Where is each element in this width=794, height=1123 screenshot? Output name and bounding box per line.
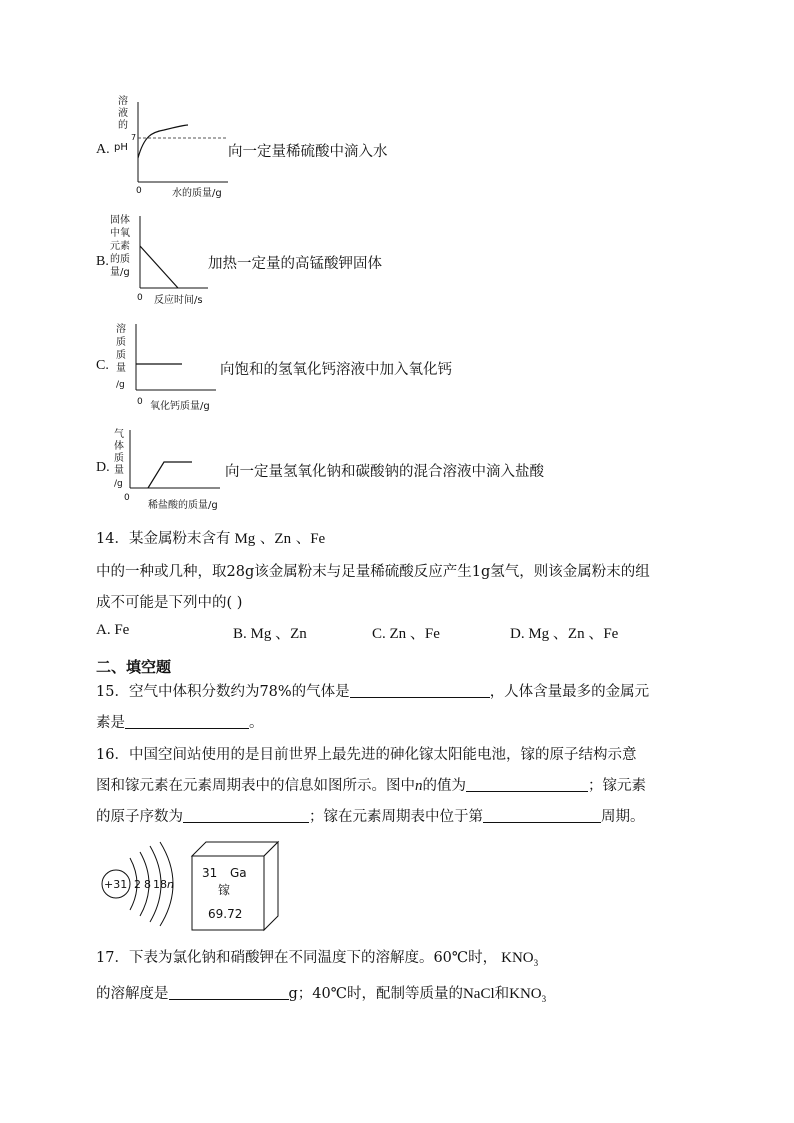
q17-line1 xyxy=(96,946,538,968)
graph-b-ylabel-3: 元素 xyxy=(110,241,130,252)
periodic-table-cell xyxy=(186,836,282,934)
q14-choice-c xyxy=(372,622,440,643)
option-b-letter: B. xyxy=(96,254,109,269)
q16-n-var: n xyxy=(415,778,423,794)
graph-b-ylabel-2: 中氧 xyxy=(110,228,130,239)
graph-c-ylabel-5: /g xyxy=(116,380,125,390)
graph-c-ylabel-3: 质 xyxy=(116,350,126,361)
element-name: 镓 xyxy=(218,883,231,897)
q17-text-3: g；40℃时，配制等质量的 xyxy=(288,986,463,1002)
q14-metal-mg: Mg xyxy=(234,531,256,547)
q15-blank-2[interactable] xyxy=(125,714,249,729)
q14-choice-b-label: B. xyxy=(233,626,247,642)
graph-c-origin: 0 xyxy=(137,397,143,407)
option-c-letter: C. xyxy=(96,358,109,373)
q16-line3-text: 的原子序数为 xyxy=(96,809,183,825)
q16-blank-3[interactable] xyxy=(483,808,601,823)
q14-choice-d-label: D. xyxy=(510,626,525,642)
option-d-graph xyxy=(108,426,224,514)
q14-choice-d-text: Mg 、Zn 、Fe xyxy=(528,626,619,642)
shell-count-3: 18 xyxy=(153,878,167,891)
graph-b-ylabel-1: 固体 xyxy=(110,215,130,226)
graph-b-ylabel-4: 的质 xyxy=(110,254,130,265)
q14-line3: 成不可能是下列中的( ) xyxy=(96,595,243,611)
q14-line1 xyxy=(96,527,325,548)
graph-d-ylabel-3: 质 xyxy=(114,453,124,464)
graph-c-xlabel: 氧化钙质量/g xyxy=(150,401,210,412)
atomic-mass: 69.72 xyxy=(208,907,243,921)
cell-side-face xyxy=(264,842,278,930)
graph-a-ylabel-2: 液 xyxy=(118,108,128,119)
q17-kno3-2 xyxy=(509,986,546,1002)
graph-a-curve xyxy=(138,125,188,158)
q14-choice-a xyxy=(96,622,129,639)
q17-kno3-2-main: KNO xyxy=(509,986,542,1002)
option-b-graph xyxy=(108,212,212,306)
q15-blank-1[interactable] xyxy=(350,683,490,698)
q17-kno3-2-sub: 3 xyxy=(541,994,547,1004)
shell-count-4: n xyxy=(167,878,174,891)
option-c-text: 向饱和的氢氧化钙溶液中加入氧化钙 xyxy=(220,362,452,378)
q17-kno3-main: KNO xyxy=(501,950,534,966)
atom-structure-diagram xyxy=(96,838,188,928)
graph-c-ylabel-1: 溶 xyxy=(116,324,126,335)
q14-choice-b-text: Mg 、Zn xyxy=(250,626,307,642)
option-c-graph xyxy=(108,320,222,414)
q14-sep-2: 、 xyxy=(295,531,311,547)
option-a-graph xyxy=(110,92,230,200)
nucleus-charge: +31 xyxy=(104,878,128,891)
q17-text-1: 17．下表为氯化钠和硝酸钾在不同温度下的溶解度。60℃时， xyxy=(96,950,498,966)
graph-b-xlabel: 反应时间/s xyxy=(154,295,203,306)
graph-a-origin: 0 xyxy=(136,186,142,196)
graph-d-ylabel-1: 气 xyxy=(114,429,124,440)
q15-part2: ，人体含量最多的金属元 xyxy=(489,684,650,700)
q16-blank-2[interactable] xyxy=(183,808,309,823)
option-d-text: 向一定量氢氧化钠和碳酸钠的混合溶液中滴入盐酸 xyxy=(225,464,544,480)
graph-b-origin: 0 xyxy=(137,293,143,303)
q15-line2 xyxy=(96,711,264,732)
q14-choice-d xyxy=(510,622,618,643)
graph-d-curve xyxy=(148,462,192,488)
graph-a-xlabel: 水的质量/g xyxy=(172,188,222,199)
q17-blank-1[interactable] xyxy=(169,985,289,1000)
graph-d-ylabel-4: 量 xyxy=(114,465,124,476)
q14-metal-fe: Fe xyxy=(310,531,326,547)
q17-and: 和 xyxy=(494,986,510,1002)
graph-c-ylabel-4: 量 xyxy=(116,363,126,374)
q16-line3-text-c: 周期。 xyxy=(601,809,645,825)
shell-count-1: 2 xyxy=(134,878,141,891)
option-a-text: 向一定量稀硫酸中滴入水 xyxy=(228,144,388,160)
cell-top-face xyxy=(192,842,278,856)
q14-choice-c-text: Zn 、Fe xyxy=(389,626,440,642)
q17-kno3-sub: 3 xyxy=(533,958,539,968)
q14-metal-zn: Zn xyxy=(274,531,292,547)
q14-choice-c-label: C. xyxy=(372,626,386,642)
q14-stem: 14．某金属粉末含有 xyxy=(96,531,231,547)
graph-a-seven-label: 7 xyxy=(131,133,137,142)
graph-a-ylabel-4: pH xyxy=(114,142,128,153)
q14-line2: 中的一种或几种，取28g该金属粉末与足量稀硫酸反应产生1g氢气，则该金属粉末的组 xyxy=(96,564,650,580)
q16-line3 xyxy=(96,805,645,826)
q16-line3-text-b: ；镓在元素周期表中位于第 xyxy=(309,809,483,825)
q17-text-2: 的溶解度是 xyxy=(96,986,169,1002)
section-heading: 二、填空题 xyxy=(96,658,172,676)
option-b-text: 加热一定量的高锰酸钾固体 xyxy=(208,256,382,272)
graph-d-ylabel-2: 体 xyxy=(114,441,124,452)
q16-blank-1[interactable] xyxy=(466,777,588,792)
q14-sep-1: 、 xyxy=(259,531,275,547)
q15-part4: 。 xyxy=(249,715,264,731)
option-d-letter: D. xyxy=(96,460,110,475)
graph-c-ylabel-2: 质 xyxy=(116,337,126,348)
q14-choice-a-label: A. xyxy=(96,622,111,638)
q17-kno3 xyxy=(501,950,538,966)
graph-b-curve xyxy=(140,246,178,288)
q15-part1: 15．空气中体积分数约为78%的气体是 xyxy=(96,684,350,700)
shell-count-2: 8 xyxy=(144,878,151,891)
graph-d-ylabel-5: /g xyxy=(114,479,123,489)
q17-line2 xyxy=(96,982,546,1004)
q16-line1: 16．中国空间站使用的是目前世界上最先进的砷化镓太阳能电池，镓的原子结构示意 xyxy=(96,747,637,763)
q15-line1 xyxy=(96,680,649,701)
q16-line2-text-c: ；镓元素 xyxy=(588,778,646,794)
element-symbol: Ga xyxy=(230,866,247,880)
q15-part3: 素是 xyxy=(96,715,125,731)
graph-d-xlabel: 稀盐酸的质量/g xyxy=(148,500,218,511)
graph-b-ylabel-5: 量/g xyxy=(110,267,130,278)
option-a-letter: A. xyxy=(96,142,110,157)
q14-choice-a-text: Fe xyxy=(114,622,130,638)
graph-a-ylabel-1: 溶 xyxy=(118,96,128,107)
q16-line2 xyxy=(96,774,646,795)
q17-nacl: NaCl xyxy=(462,986,495,1002)
atomic-number: 31 xyxy=(202,866,218,880)
q14-choice-b xyxy=(233,622,307,643)
q16-line2-text-b: 的值为 xyxy=(422,778,466,794)
graph-d-origin: 0 xyxy=(124,493,130,503)
q16-line2-text: 图和镓元素在元素周期表中的信息如图所示。图中 xyxy=(96,778,415,794)
graph-a-ylabel-3: 的 xyxy=(118,120,128,131)
